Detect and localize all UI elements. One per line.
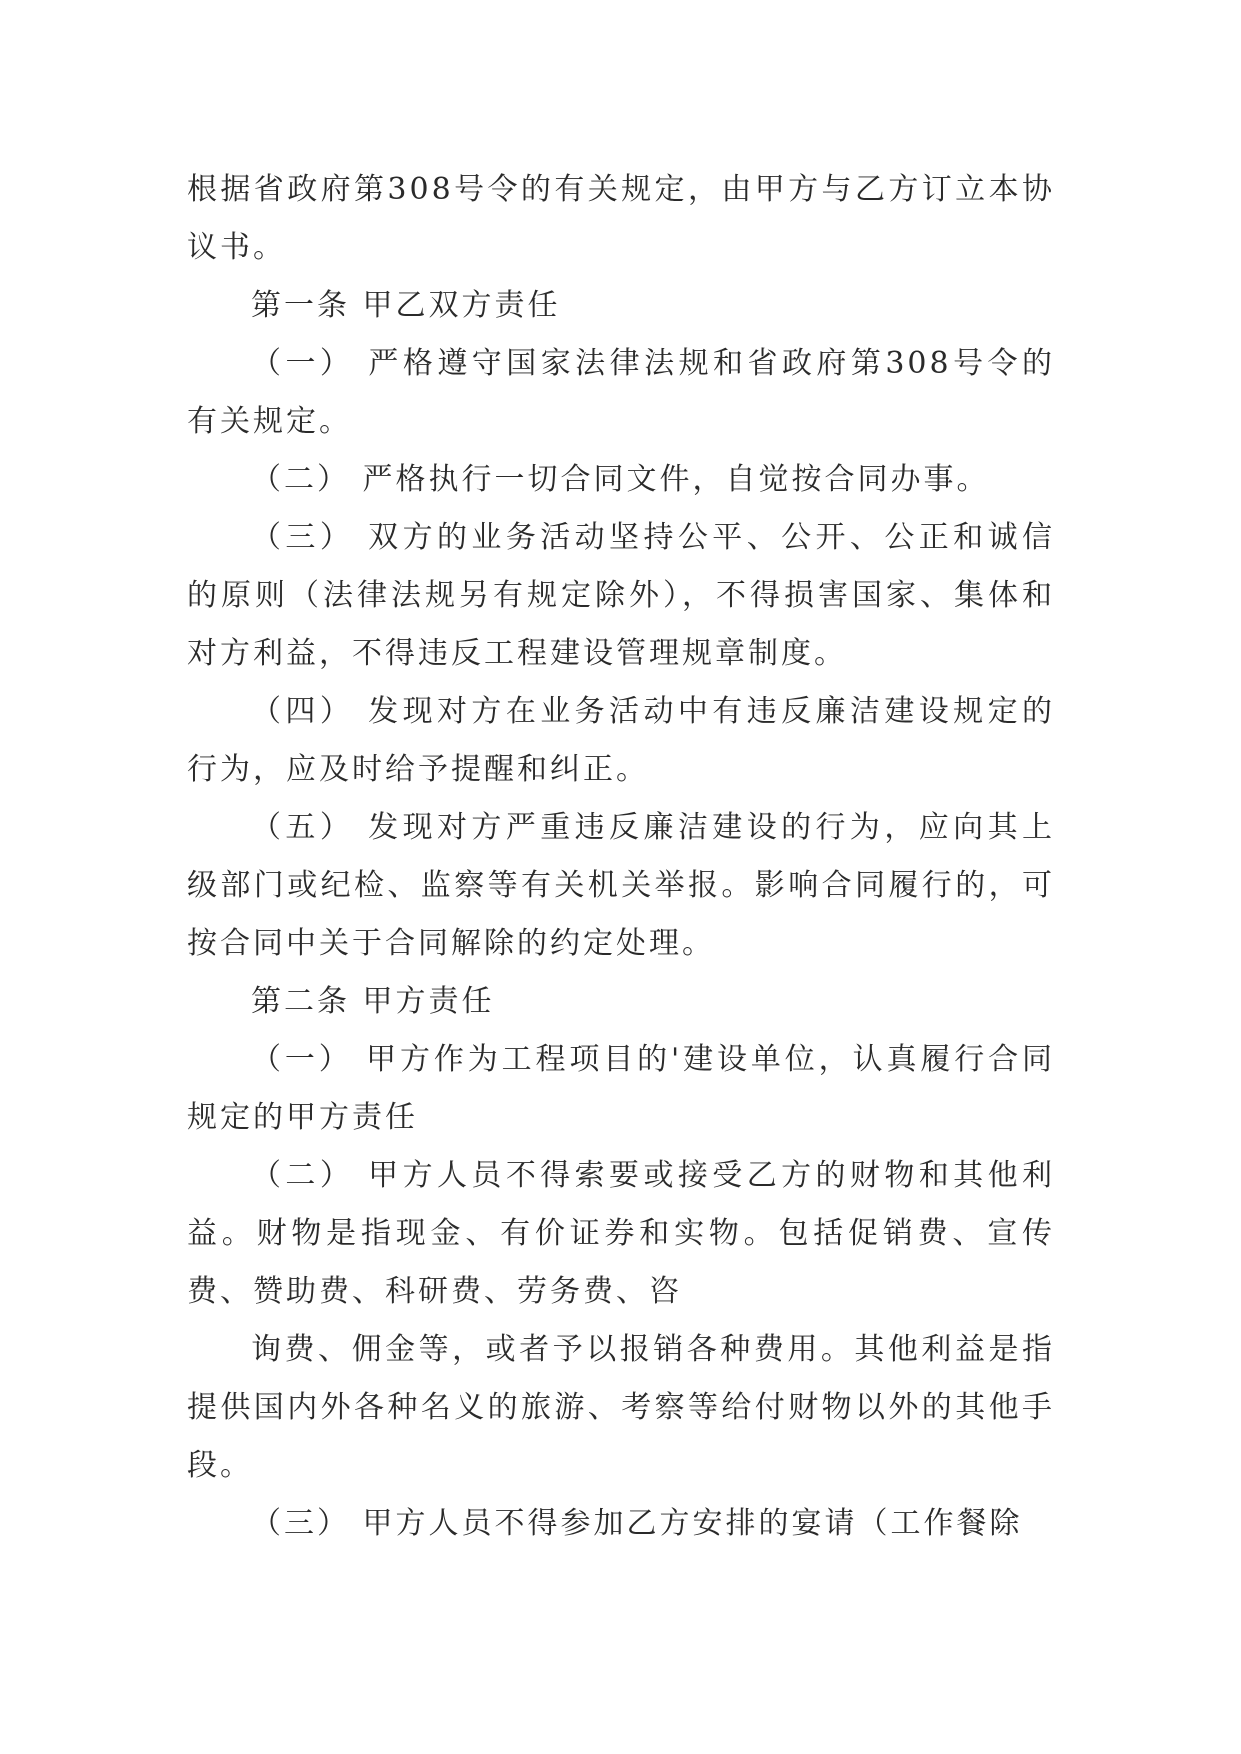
article-2-item-3: （三） 甲方人员不得参加乙方安排的宴请（工作餐除 (251, 1506, 1023, 1541)
article-2-item-2: （二） 甲方人员不得索要或接受乙方的财物和其他利益。财物是指现金、有价证券和实物。包括促销费、宣传费、赞助费、科研费、劳务费、咨 (187, 1158, 1055, 1309)
document-body (187, 161, 1055, 1553)
paragraph-intro: 根据省政府第308号令的有关规定，由甲方与乙方订立本协议书。 (187, 172, 1055, 265)
article-1-item-1: （一） 严格遵守国家法律法规和省政府第308号令的有关规定。 (187, 346, 1055, 439)
article-2-heading: 第二条 甲方责任 (251, 984, 495, 1019)
article-1-item-2: （二） 严格执行一切合同文件，自觉按合同办事。 (251, 462, 990, 497)
article-1-item-4: （四） 发现对方在业务活动中有违反廉洁建设规定的行为，应及时给予提醒和纠正。 (187, 694, 1055, 787)
article-2-item-2-continued: 询费、佣金等，或者予以报销各种费用。其他利益是指提供国内外各种名义的旅游、考察等给付财物以外的其他手段。 (187, 1332, 1055, 1483)
article-1-item-3: （三） 双方的业务活动坚持公平、公开、公正和诚信的原则（法律法规另有规定除外），不得损害国家、集体和对方利益，不得违反工程建设管理规章制度。 (187, 520, 1055, 671)
article-1-heading: 第一条 甲乙双方责任 (251, 288, 561, 323)
article-1-item-5: （五） 发现对方严重违反廉洁建设的行为，应向其上级部门或纪检、监察等有关机关举报。影响合同履行的，可按合同中关于合同解除的约定处理。 (187, 810, 1055, 961)
article-2-item-1: （一） 甲方作为工程项目的'建设单位，认真履行合同规定的甲方责任 (187, 1042, 1055, 1135)
